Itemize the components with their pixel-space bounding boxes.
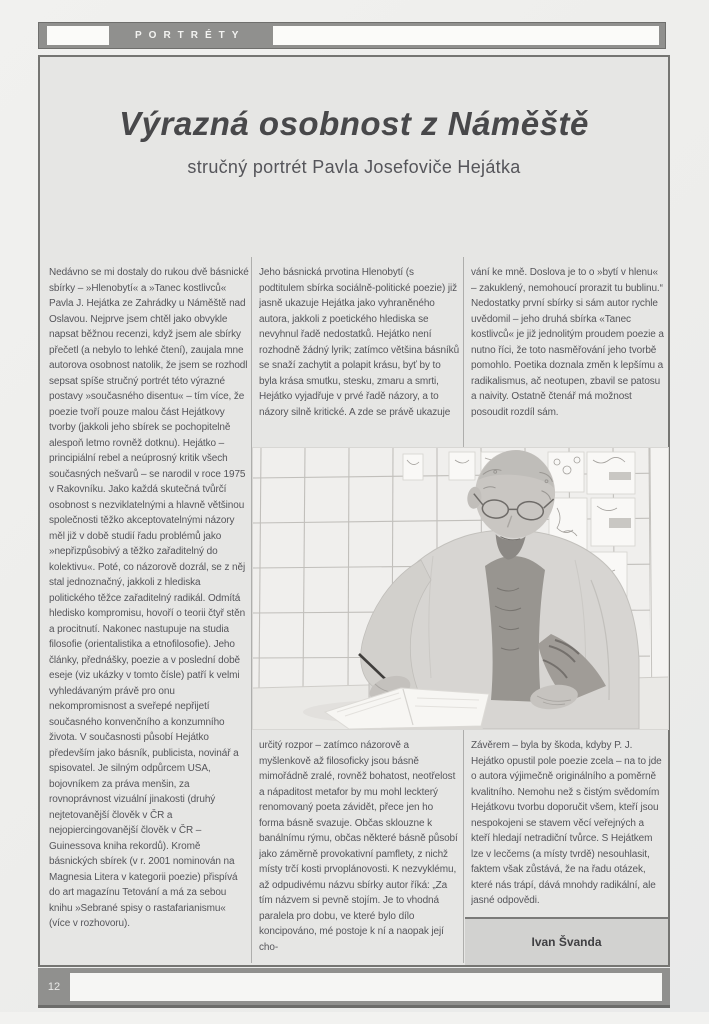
author-box <box>465 917 668 965</box>
author-name: Ivan Švanda <box>531 935 602 949</box>
column-divider-1 <box>251 257 252 963</box>
article-column-1: Nedávno se mi dostaly do rukou dvě básnické sbírky – »Hlenobytí« a »Tanec kostlivců« Pavla J. Hejátka ze Zahrádky u Náměště nad Oslavou. Nejprve jsem chtěl jako obvykle napsat běžnou recenzi, když jsem ale sbírky přečetl (a nebylo to lehké čtení), zaujala mne autorova osobnost natolik, že jsem se rozhodl sepsat spíše stručný portrét této výrazné postavy »současného disentu« – tím více, že poezie tvoří pouze malou část Hejátkovy tvorby (jakkoli jeho sbírek se pochopitelně alespoň letmo rovněž dotknu). Hejátko – principiální rebel a neúprosný kritik všech současných nešvarů – se narodil v roce 1975 v Rakovníku. Jako každá skutečná tvůrčí osobnost s nezviklatelnými a hlavně většinou společnosti těžko akceptovatelnými názory měl již v době studií řadu problémů jako »nepřizpůsobivý a těžko zařaditelný do kolektivu«. Poté, co názorově dozrál, se z něj stal jednoznačný, jakkoli z hlediska politického těžce zařaditelný radikál. Odmítá hledisko kompromisu, hovoří o teorii čtyř stěn a procitnutí. Nakonec nastupuje na studia filosofie (orientalistika a etnofilosofie). Jeho články, přednášky, poezie a v poslední době eseje (viz ukázky v tomto čísle) patří k velmi vyhledávaným právě pro onu nekompromisnost a sveřepé nepřijetí současného konvenčního a konzumního života. V současnosti působí Hejátko především jako básník, publicista, novinář a spisovatel. Je silným odpůrcem USA, bojovníkem za práva menšin, za rovnoprávnost vizuální jinakosti (druhý nejtetovanější člověk v ČR a nejopiercingovanější člověk v ČR – Guinessova kniha rekordů). Kromě básnických sbírek (v r. 2001 nominován na Magnesia Litera v kategorii poezie) přispívá do art magazínu Tetování a má za sebou knihu »Sebrané spisy o rastafarianismu« (více v rozhovoru). <box>49 267 249 929</box>
portrait-photo <box>253 448 668 729</box>
article-column-2-top: Jeho básnická prvotina Hlenobytí (s podtitulem sbírka sociálně-politické poezie) již jasně ukazuje Hejátka jako vyhraněného autora, jakkoli z poetického hlediska se nevyhnul řadě nedostatků. Hejátko není rozhodně žádný lyrik; zatímco většina básníků se snaží zachytit a polapit krásu, byť by to byla krása smutku, stesku, zmaru a smrti, Hejátko vyjadřuje v prvé řadě názory, a to názory silně kritické. A zde se právě ukazuje <box>259 267 460 418</box>
section-label: PORTRÉTY <box>135 30 246 41</box>
article-column-3-top: vání ke mně. Doslova je to o »bytí v hlenu« – zakuklený, nemohoucí prorazit tu bublinu.“ Nedostatky první sbírky si sám autor rychle uvědomil – jeho druhá sbírka «Tanec kostlivců« je již jednolitým proudem poezie a nutno říci, že toto nasměřování jeho tvorbě pomohlo. Poetika doznala změn k lepšímu a radikalismus, ač neotupen, zbavil se patosu a naivity. Ostatně čtenář má možnost posoudit rozdíl sám. <box>471 267 664 418</box>
portrait-photo-svg <box>253 448 668 729</box>
article-column-3-bottom: Závěrem – byla by škoda, kdyby P. J. Hejátko opustil pole poezie zcela – na to jde o autora výjimečně originálního a poměrně kvalitního. Nemohu než s čistým svědomím Hejátkovu tvorbu doporučit všem, kteří jsou nespokojeni se stavem věcí veřejných a kteří hledají netradiční tvůrce. S Hejátkem lze v lecčems (a místy tvrdě) nesouhlasit, faktem však zůstává, že na řadu otázek, které nás trápí, dává mnohdy radikální, ale jasné odpovědi. <box>471 740 662 906</box>
page-number: 12 <box>47 980 61 993</box>
page-title: Výrazná osobnost z Náměště <box>119 105 589 142</box>
footer-strip <box>70 973 662 1001</box>
article-frame <box>38 55 670 967</box>
article-column-2-bottom: určitý rozpor – zatímco názorově a myšlenkově až filosoficky jsou básně mimořádně zralé, rovněž bohatost, neotřelost a nápaditost metafor by mu mohl leckterý renomovaný poeta závidět, přece jen ho forma básně svazuje. Občas sklouzne k banálnímu rýmu, občas některé básně působí jako záměrně provokativní pamflety, z nichž místy trčí kosti prvoplánovosti. K nezvyklému, až odpudivému názvu sbírky autor říká: „Za tím názvem si pevně stojím. Je to vhodná paralela pro dobu, ve které bylo dílo koncipováno, mé postoje k ní a naopak její cho- <box>259 740 458 953</box>
page-subtitle: stručný portrét Pavla Josefoviče Hejátka <box>187 157 521 177</box>
header-left-notch <box>47 26 109 45</box>
footer-bar <box>38 968 670 1008</box>
header-right-strip <box>273 26 659 45</box>
section-header-bar <box>38 22 666 49</box>
title-block <box>40 105 668 178</box>
